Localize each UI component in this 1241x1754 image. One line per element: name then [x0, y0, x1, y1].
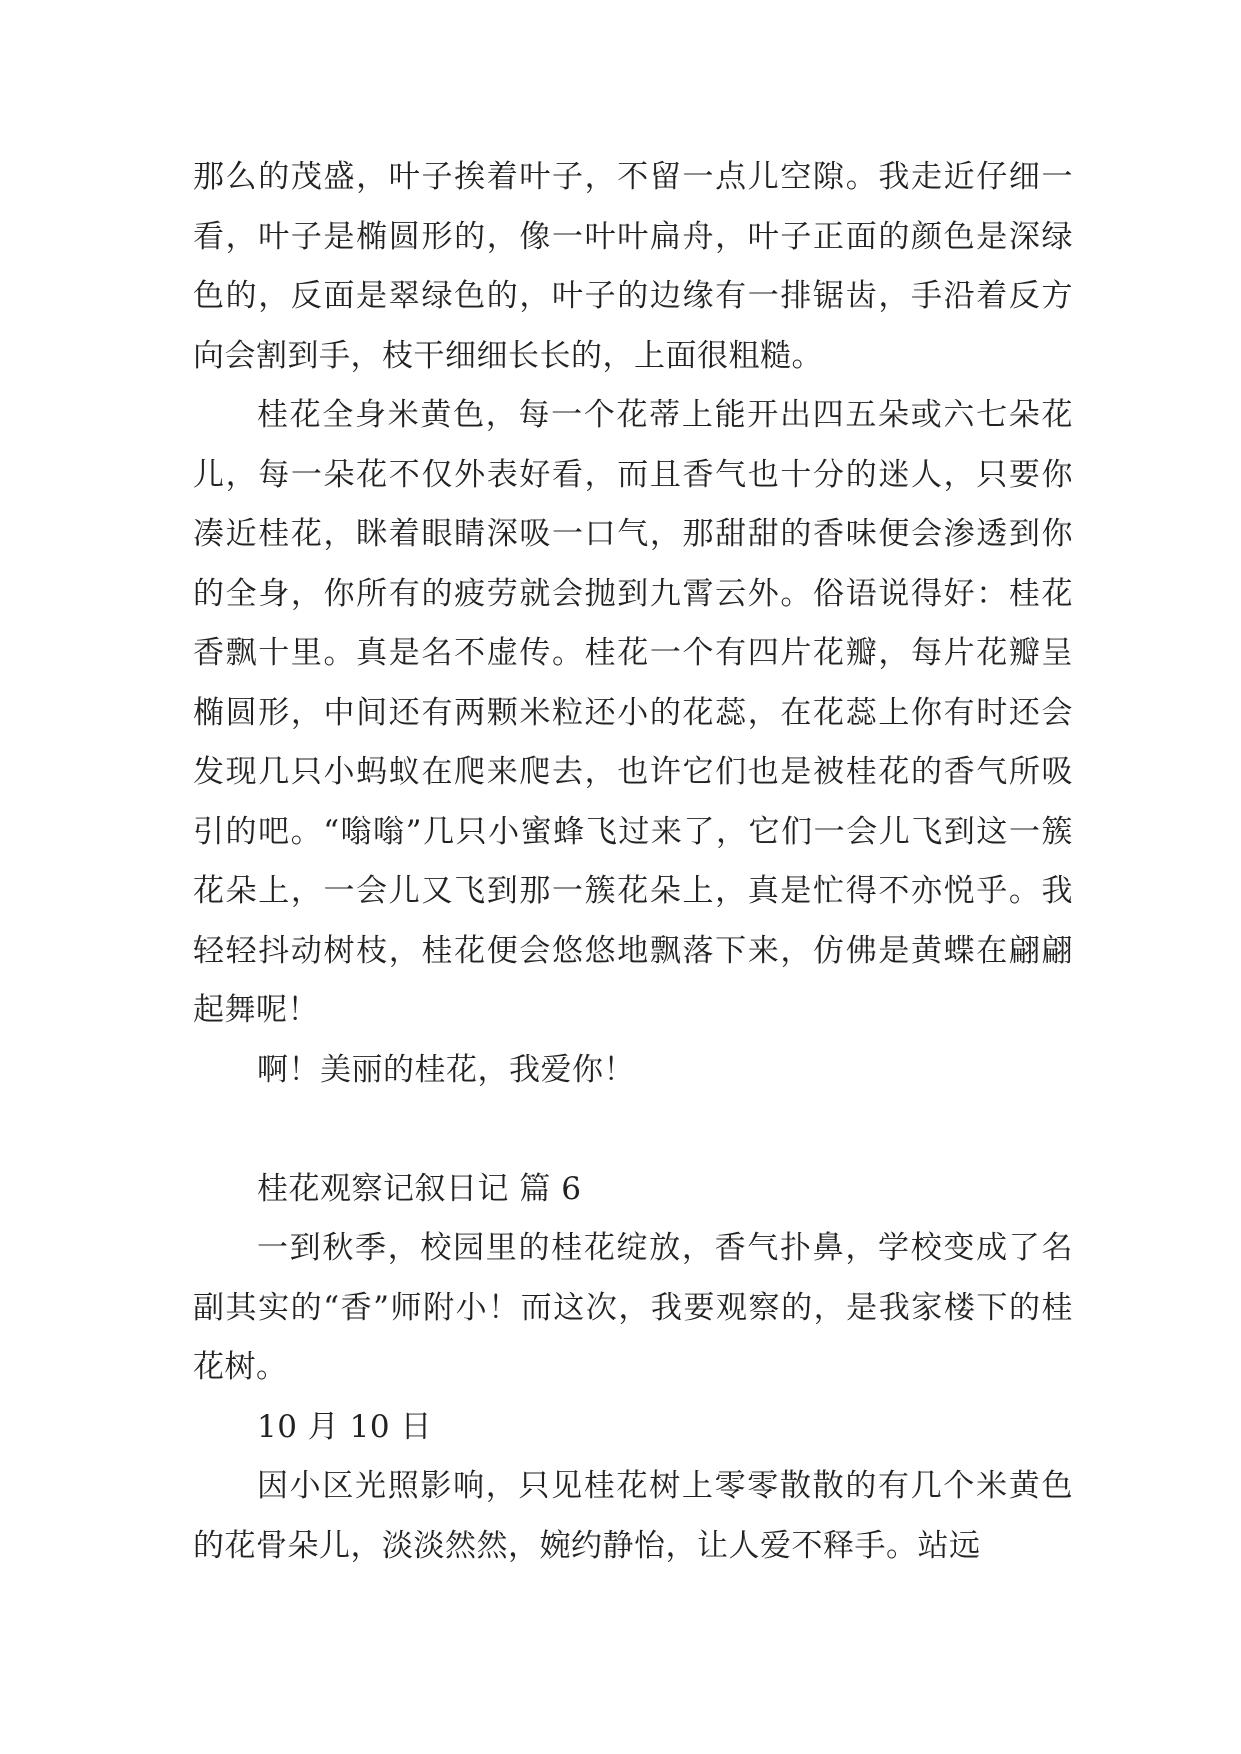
paragraph-leaves: 那么的茂盛，叶子挨着叶子，不留一点儿空隙。我走近仔细一看，叶子是椭圆形的，像一叶叶扁舟，叶子正面的颜色是深绿色的，反面是翠绿色的，叶子的边缘有一排锯齿，手沿着反方向会割到手，枝干细细长长的，上面很粗糙。 [193, 159, 1073, 374]
diary-date: 10 月 10 日 [257, 1408, 432, 1445]
paragraph-observation: 因小区光照影响，只见桂花树上零零散散的有几个米黄色的花骨朵儿，淡淡然然，婉约静怡，让人爱不释手。站远 [193, 1468, 1073, 1564]
paragraph-intro: 一到秋季，校园里的桂花绽放，香气扑鼻，学校变成了名副其实的“香”师附小！而这次，我要观察的，是我家楼下的桂花树。 [193, 1230, 1073, 1385]
paragraph-flowers: 桂花全身米黄色，每一个花蒂上能开出四五朵或六七朵花儿，每一朵花不仅外表好看，而且香气也十分的迷人，只要你凑近桂花，眯着眼睛深吸一口气，那甜甜的香味便会渗透到你的全身，你所有的疲劳就会抛到九霄云外。俗语说得好：桂花香飘十里。真是名不虚传。桂花一个有四片花瓣，每片花瓣呈椭圆形，中间还有两颗米粒还小的花蕊，在花蕊上你有时还会发现几只小蚂蚁在爬来爬去，也许它们也是被桂花的香气所吸引的吧。“嗡嗡”几只小蜜蜂飞过来了，它们一会儿飞到这一簇花朵上，一会儿又飞到那一簇花朵上，真是忙得不亦悦乎。我轻轻抖动树枝，桂花便会悠悠地飘落下来，仿佛是黄蝶在翩翩起舞呢！ [193, 397, 1073, 1028]
blank-line [193, 1100, 1073, 1160]
section-heading: 桂花观察记叙日记 篇 6 [257, 1170, 582, 1207]
document-body [193, 148, 1073, 1576]
paragraph-exclamation: 啊！美丽的桂花，我爱你！ [257, 1051, 635, 1088]
